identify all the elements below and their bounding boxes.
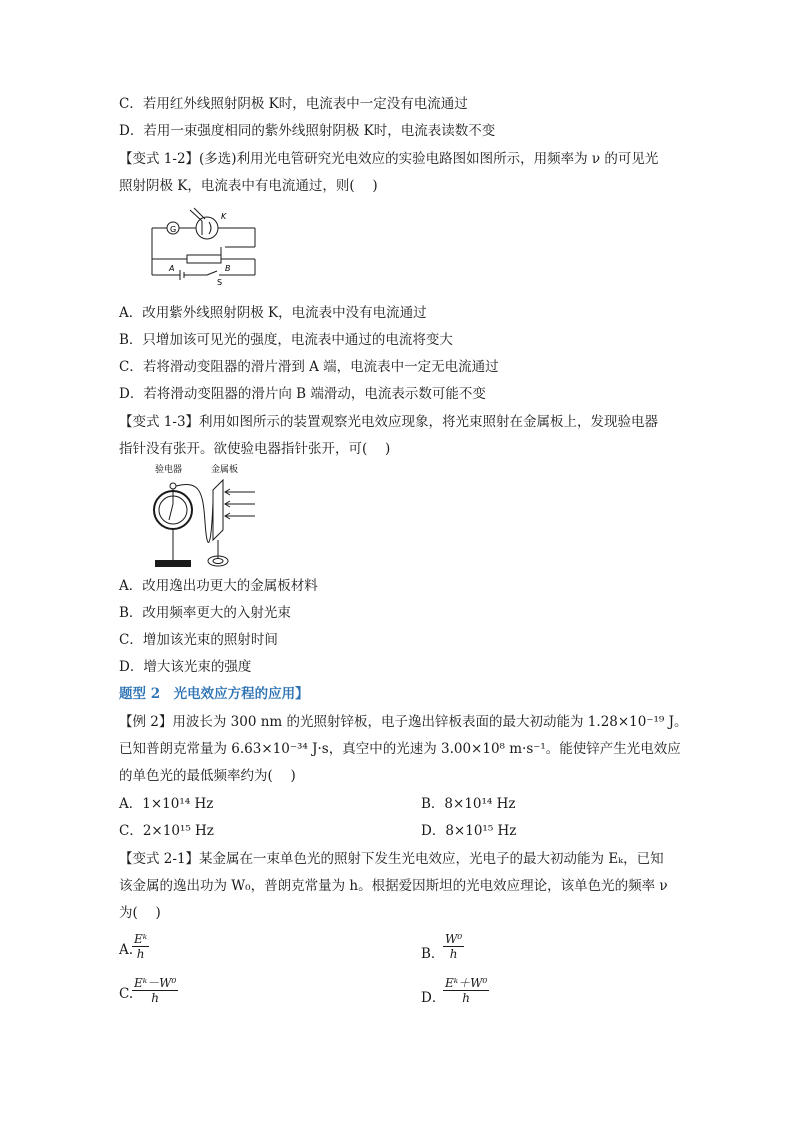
q1-2-option-b: B．只增加该可见光的强度，电流表中通过的电流将变大 bbox=[119, 332, 453, 348]
cathode-label: K bbox=[221, 212, 227, 221]
q1-1-option-d: D．若用一束强度相同的紫外线照射阴极 K时，电流表读数不变 bbox=[119, 123, 496, 139]
q1-2-option-c: C．若将滑动变阻器的滑片滑到 A 端，电流表中一定无电流通过 bbox=[119, 359, 499, 375]
phototube-symbol bbox=[196, 217, 218, 239]
fraction-denominator: h bbox=[449, 947, 458, 961]
ex2-stem-line2: 已知普朗克常量为 6.63×10⁻³⁴ J·s，真空中的光速为 3.00×10⁸ m·s⁻¹。能使锌产生光电效应 bbox=[119, 741, 681, 757]
fraction-numerator: Eᵏ－W⁰ bbox=[134, 976, 177, 990]
q1-2-stem-line1: 【变式 1-2】(多选)利用光电管研究光电效应的实验电路图如图所示，用频率为 ν 的可见光 bbox=[119, 151, 659, 167]
q1-2-stem-line2: 照射阴极 K，电流表中有电流通过，则( ) bbox=[119, 178, 378, 194]
fraction-numerator: Eᵏ bbox=[134, 932, 148, 946]
q2-1-option-a-label: A. bbox=[119, 942, 134, 958]
q2-1-option-a-fraction bbox=[132, 932, 149, 961]
q2-1-option-c-fraction bbox=[132, 976, 178, 1005]
electroscope-label: 验电器 bbox=[155, 465, 183, 475]
metal-plate-symbol bbox=[213, 480, 223, 540]
photoelectric-circuit-diagram bbox=[145, 205, 265, 285]
fraction-numerator: W⁰ bbox=[445, 932, 463, 946]
q1-3-stem-line2: 指针没有张开。欲使验电器指针张开，可( ) bbox=[119, 441, 391, 457]
ex2-option-b: B．8×10¹⁴ Hz bbox=[421, 796, 516, 812]
q1-1-option-c: C．若用红外线照射阴极 K时，电流表中一定没有电流通过 bbox=[119, 96, 468, 112]
q1-3-option-a: A．改用逸出功更大的金属板材料 bbox=[119, 578, 318, 594]
q2-1-option-d-fraction bbox=[443, 976, 489, 1005]
electroscope-diagram bbox=[145, 462, 275, 572]
end-b-label: B bbox=[225, 264, 231, 273]
ex2-stem-line1: 【例 2】用波长为 300 nm 的光照射锌板，电子逸出锌板表面的最大初动能为 1.28×10⁻¹⁹ J。 bbox=[119, 714, 688, 730]
q1-3-option-c: C．增加该光束的照射时间 bbox=[119, 632, 278, 648]
fraction-denominator: h bbox=[151, 991, 160, 1005]
q1-2-option-a: A．改用紫外线照射阴极 K，电流表中没有电流通过 bbox=[119, 305, 427, 321]
q2-1-option-d-label: D． bbox=[421, 990, 446, 1006]
ex2-option-a: A．1×10¹⁴ Hz bbox=[119, 796, 214, 812]
q2-1-stem-line3: 为( ) bbox=[119, 905, 161, 921]
q2-1-option-c-label: C. bbox=[119, 986, 134, 1002]
q2-1-stem-line2: 该金属的逸出功为 W₀，普朗克常量为 h。根据爱因斯坦的光电效应理论，该单色光的频率 ν bbox=[119, 878, 668, 894]
ex2-option-d: D．8×10¹⁵ Hz bbox=[421, 823, 517, 839]
q2-1-stem-line1: 【变式 2-1】某金属在一束单色光的照射下发生光电效应，光电子的最大初动能为 Eₖ，已知 bbox=[119, 851, 664, 867]
fraction-numerator: Eᵏ＋W⁰ bbox=[445, 976, 488, 990]
q1-3-option-b: B．改用频率更大的入射光束 bbox=[119, 605, 291, 621]
end-a-label: A bbox=[169, 264, 175, 273]
q1-3-option-d: D．增大该光束的强度 bbox=[119, 659, 252, 675]
rheostat-symbol bbox=[187, 255, 221, 263]
ex2-option-c: C．2×10¹⁵ Hz bbox=[119, 823, 214, 839]
fraction-denominator: h bbox=[136, 947, 145, 961]
fraction-denominator: h bbox=[462, 991, 471, 1005]
q1-3-stem-line1: 【变式 1-3】利用如图所示的装置观察光电效应现象，将光束照射在金属板上，发现验电器 bbox=[119, 414, 659, 430]
switch-label: S bbox=[217, 278, 223, 285]
q1-2-option-d: D．若将滑动变阻器的滑片向 B 端滑动，电流表示数可能不变 bbox=[119, 386, 486, 402]
galvanometer-label: G bbox=[170, 225, 177, 234]
q2-1-option-b-fraction bbox=[443, 932, 464, 961]
q2-1-option-b-label: B． bbox=[421, 946, 445, 962]
ex2-stem-line3: 的单色光的最低频率约为( ) bbox=[119, 768, 296, 784]
section-heading: 题型 2 光电效应方程的应用】 bbox=[119, 686, 309, 702]
metal-plate-label: 金属板 bbox=[211, 465, 239, 475]
